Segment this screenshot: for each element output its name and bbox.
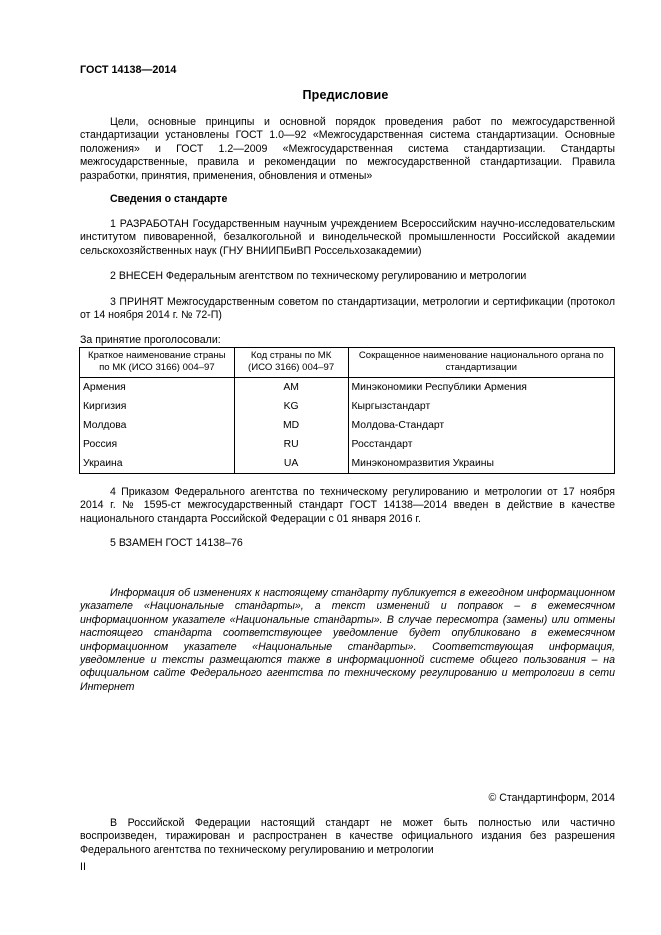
table-row (80, 416, 615, 435)
item-adopted: 3 ПРИНЯТ Межгосударственным советом по стандартизации, метрологии и сертификации (протокол от 14 ноября 2014 г. № 72-П) (80, 296, 615, 322)
document-number: ГОСТ 14138—2014 (80, 64, 177, 76)
body-cell: Молдова-Стандарт (348, 416, 615, 435)
code-cell: MD (234, 416, 348, 435)
voting-countries-table (79, 347, 615, 474)
country-cell: Армения (80, 378, 235, 398)
body-cell: Росстандарт (348, 435, 615, 454)
country-cell: Киргизия (80, 397, 235, 416)
table-row (80, 397, 615, 416)
change-notice: Информация об изменениях к настоящему стандарту публикуется в ежегодном информационном указателе «Национальные стандарты», а текст изменений и поправок – в ежемесячном информационном указателе «Национальные стандарты». В случае пересмотра (замены) или отмены настоящего стандарта соответствующее уведомление будет опубликовано в ежемесячном информационном указателе «Национальные стандарты». Соответствующая информация, уведомление и тексты размещаются также в информационной системе общего пользования – на официальном сайте Федерального агентства по техническому регулированию и метрологии в сети Интернет (80, 587, 615, 693)
body-cell: Минэкономики Республики Армения (348, 378, 615, 398)
country-cell: Россия (80, 435, 235, 454)
table-row (80, 454, 615, 474)
item-order: 4 Приказом Федерального агентства по техническому регулированию и метрологии от 17 ноября 2014 г. № 1595-ст межгосударственный стандарт ГОСТ 14138—2014 введен в действие в качестве национального стандарта Российской Федерации с 01 января 2016 г. (80, 486, 615, 525)
item-replaces: 5 ВЗАМЕН ГОСТ 14138–76 (110, 537, 243, 549)
copyright: © Стандартинформ, 2014 (488, 792, 615, 804)
code-cell: UA (234, 454, 348, 474)
code-cell: KG (234, 397, 348, 416)
vote-label: За принятие проголосовали: (80, 334, 221, 346)
reproduction-restriction: В Российской Федерации настоящий стандарт не может быть полностью или частично воспроизведен, тиражирован и распространен в качестве официального издания без разрешения Федерального агентства по техническому регулированию и метрологии (80, 817, 615, 856)
page-title: Предисловие (302, 88, 389, 102)
column-header-body: Сокращенное наименование национального органа по стандартизации (348, 348, 615, 378)
body-cell: Минэкономразвития Украины (348, 454, 615, 474)
column-header-country: Краткое наименование страны по МК (ИСО 3166) 004–97 (80, 348, 235, 378)
table-row (80, 378, 615, 398)
code-cell: RU (234, 435, 348, 454)
code-cell: AM (234, 378, 348, 398)
table-row (80, 435, 615, 454)
page-number: II (80, 861, 86, 873)
column-header-code: Код страны по МК (ИСО 3166) 004–97 (234, 348, 348, 378)
table-header-row (80, 348, 615, 378)
country-cell: Молдова (80, 416, 235, 435)
intro-paragraph: Цели, основные принципы и основной порядок проведения работ по межгосударственной стандартизации установлены ГОСТ 1.0—92 «Межгосударственная система стандартизации. Основные положения» и ГОСТ 1.2—2009 «Межгосударственная система стандартизации. Стандарты межгосударственные, правила и рекомендации по межгосударственной стандартизации. Правила разработки, принятия, применения, обновления и отмены» (80, 116, 615, 182)
info-heading: Сведения о стандарте (110, 193, 228, 205)
country-cell: Украина (80, 454, 235, 474)
item-developed: 1 РАЗРАБОТАН Государственным научным учреждением Всероссийским научно-исследовательским институтом пивоваренной, безалкогольной и винодельческой промышленности Российской академии сельскохозяйственных наук (ГНУ ВНИИПБиВП Россельхозакадемии) (80, 218, 615, 257)
body-cell: Кыргызстандарт (348, 397, 615, 416)
item-introduced: 2 ВНЕСЕН Федеральным агентством по техническому регулированию и метрологии (110, 270, 527, 282)
